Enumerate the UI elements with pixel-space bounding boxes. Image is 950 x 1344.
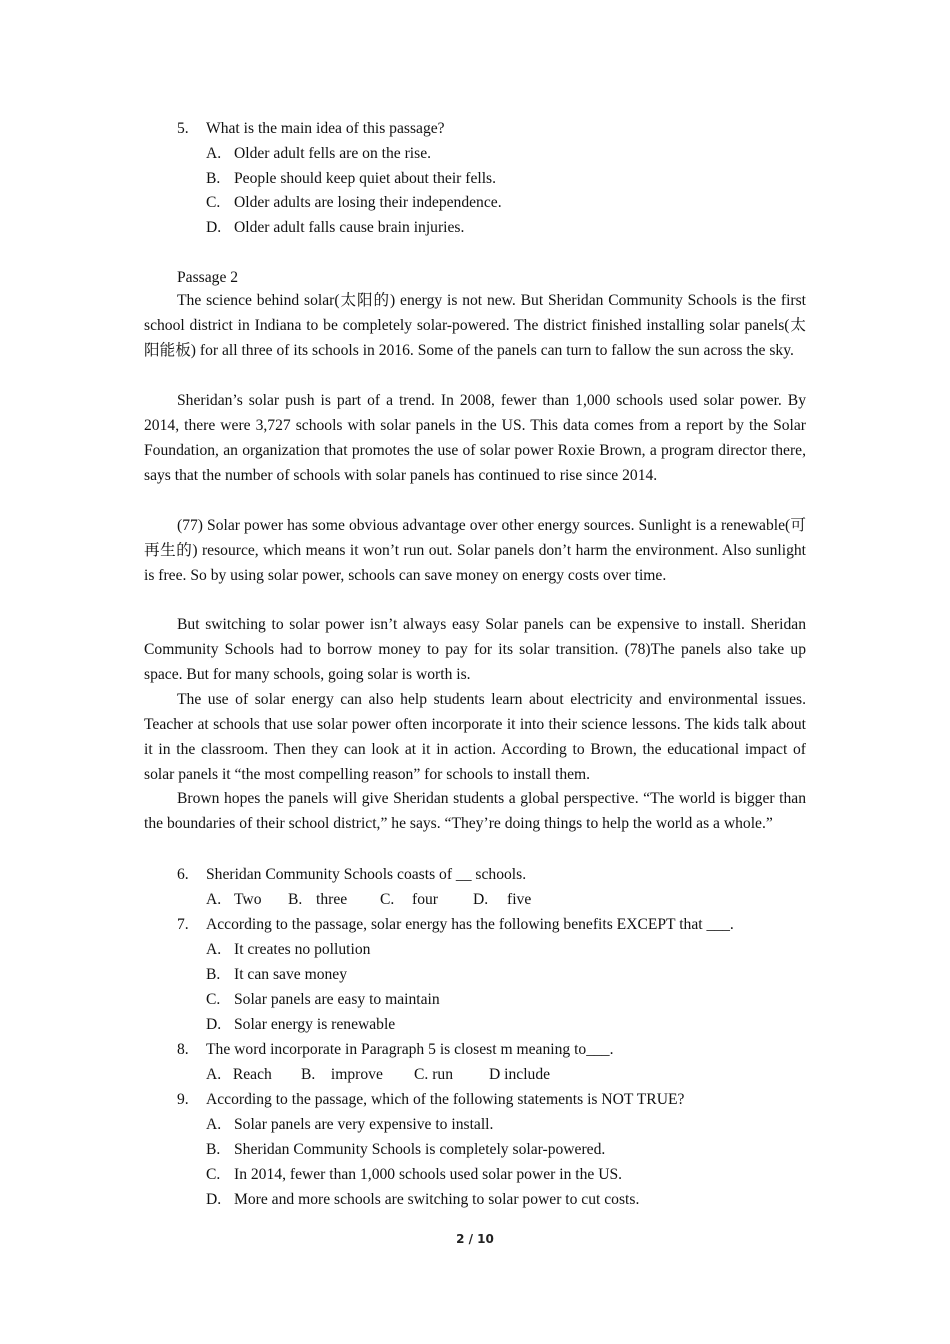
option: B. three (288, 891, 348, 908)
option: A. Reach (206, 1066, 272, 1083)
question-stem: What is the main idea of this passage? (206, 120, 445, 137)
question-7 (177, 912, 734, 937)
option: D. More and more schools are switching to solar power to cut costs. (206, 1191, 640, 1208)
option: D. Older adult falls cause brain injuries. (206, 219, 465, 236)
question-9 (177, 1087, 684, 1112)
paragraph: Brown hopes the panels will give Sheridan students a global perspective. “The world is bigger than the boundaries of their school district,” he says. “They’re doing things to help the world as a whole.” (144, 790, 806, 832)
option: C. In 2014, fewer than 1,000 schools used solar power in the US. (206, 1166, 623, 1183)
question-stem: The word incorporate in Paragraph 5 is closest m meaning to___. (206, 1041, 614, 1058)
page-number: 2 / 10 (456, 1232, 494, 1246)
paragraph: But switching to solar power isn’t always easy Solar panels can be expensive to install. Sheridan Community Schools had to borrow money to pay for its solar transition. (78)The panels also take up space. But for many schools, going solar is worth is. (144, 616, 806, 683)
option: B. People should keep quiet about their fells. (206, 170, 497, 187)
paragraph: (77) Solar power has some obvious advantage over other energy sources. Sunlight is a renewable(可再生的) resource, which means it won’t run out. Solar panels don’t harm the environment. Also sunlight is free. So by using solar power, schools can save money on energy costs over time. (144, 517, 806, 584)
option: B. It can save money (206, 966, 348, 983)
option: C. Older adults are losing their independence. (206, 194, 502, 211)
option: D include (489, 1066, 551, 1083)
question-8 (177, 1037, 614, 1062)
option: B. improve (301, 1066, 383, 1083)
question-6 (177, 862, 526, 887)
option: A. Two (206, 891, 262, 908)
question-number: 8. (177, 1041, 189, 1058)
option: D. Solar energy is renewable (206, 1016, 396, 1033)
option-row (206, 887, 531, 912)
option: B. Sheridan Community Schools is completely solar-powered. (206, 1141, 606, 1158)
question-5 (177, 116, 445, 141)
option-row (206, 1062, 550, 1087)
question-number: 6. (177, 866, 189, 883)
question-number: 7. (177, 916, 189, 933)
question-number: 9. (177, 1091, 189, 1108)
passage-title: Passage 2 (177, 269, 239, 286)
question-number: 5. (177, 120, 189, 137)
option: C. Solar panels are easy to maintain (206, 991, 440, 1008)
option: A. Older adult fells are on the rise. (206, 145, 432, 162)
option: A. It creates no pollution (206, 941, 371, 958)
paragraph: The use of solar energy can also help students learn about electricity and environmental issues. Teacher at schools that use solar power often incorporate it into their science lessons. The kids talk about it in the classroom. Then they can look at it in action. According to Brown, the educational impact of solar panels it “the most compelling reason” for schools to install them. (144, 691, 806, 783)
option: C. run (414, 1066, 453, 1083)
question-stem: According to the passage, solar energy has the following benefits EXCEPT that ___. (206, 916, 734, 933)
option: C. four (380, 891, 438, 908)
question-stem: According to the passage, which of the following statements is NOT TRUE? (206, 1091, 685, 1108)
option: A. Solar panels are very expensive to install. (206, 1116, 494, 1133)
option: D. five (473, 891, 532, 908)
paragraph: Sheridan’s solar push is part of a trend. In 2008, fewer than 1,000 schools used solar power. By 2014, there were 3,727 schools with solar panels in the US. This data comes from a report by the Solar Foundation, an organization that promotes the use of solar power Roxie Brown, a program director there, says that the number of schools with solar panels has continued to rise since 2014. (144, 392, 806, 484)
paragraph: The science behind solar(太阳的) energy is not new. But Sheridan Community Schools is the first school district in Indiana to be completely solar-powered. The district finished installing solar panels(太阳能板) for all three of its schools in 2016. Some of the panels can turn to fallow the sun across the sky. (144, 292, 806, 359)
question-stem: Sheridan Community Schools coasts of __ schools. (206, 866, 527, 883)
